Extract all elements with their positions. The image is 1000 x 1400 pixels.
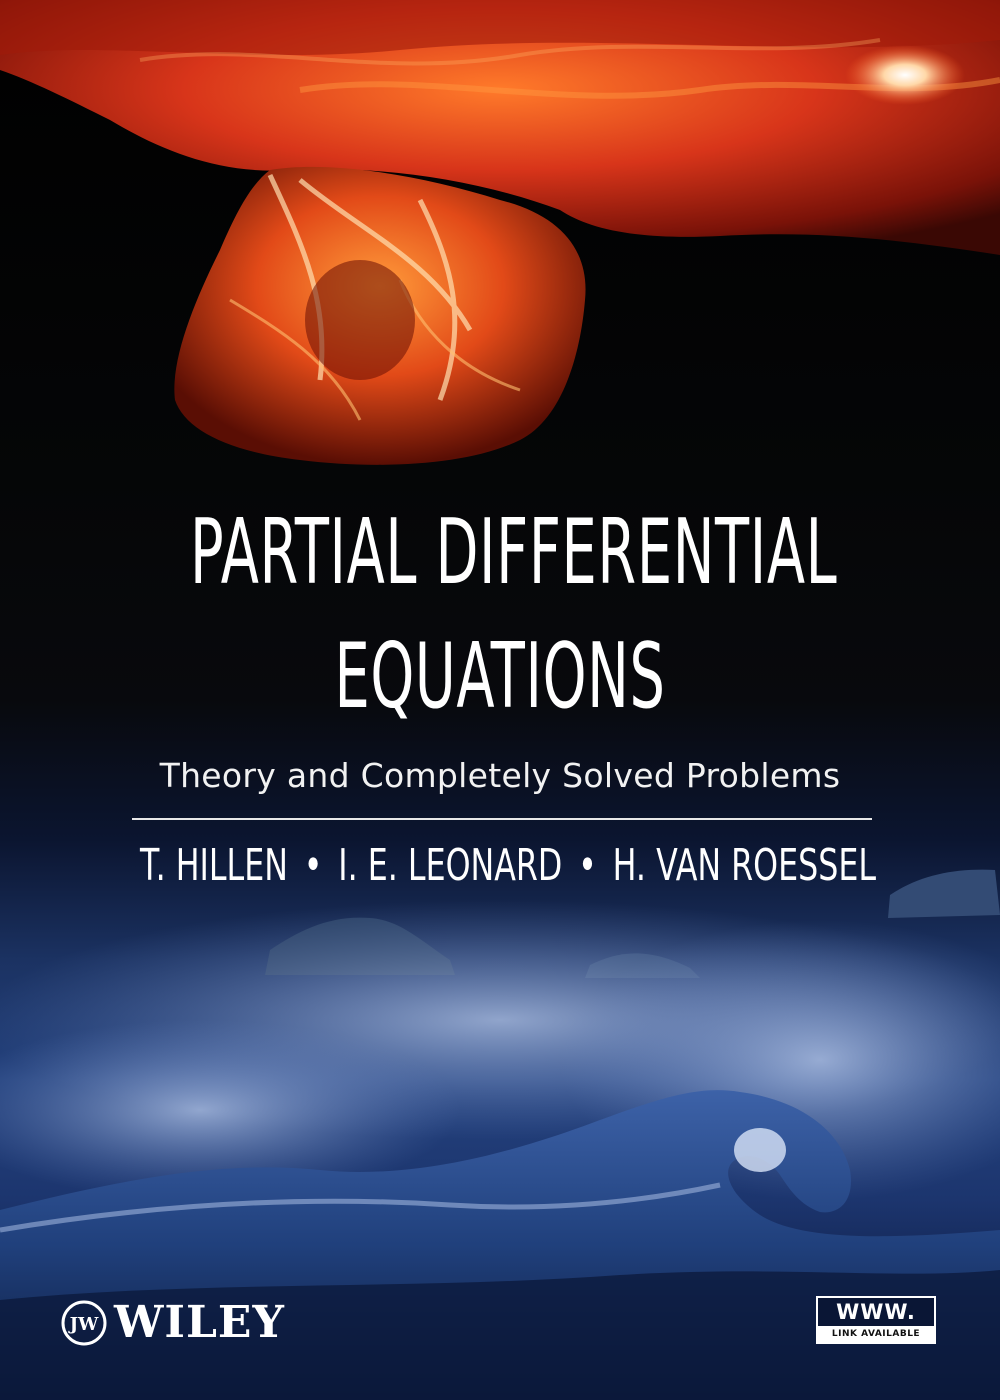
author-separator: • bbox=[303, 840, 323, 891]
book-title-line-1: PARTIAL DIFFERENTIAL bbox=[190, 500, 838, 605]
wiley-seal-icon bbox=[60, 1299, 108, 1347]
author-name: I. E. LEONARD bbox=[338, 840, 563, 891]
author-list bbox=[140, 840, 877, 893]
author-separator: • bbox=[578, 840, 597, 891]
publisher-logo-text: JW bbox=[69, 1314, 99, 1335]
book-title-line-2: EQUATIONS bbox=[334, 624, 666, 729]
author-name: T. HILLEN bbox=[140, 840, 288, 891]
badge-top-text: WWW. bbox=[836, 1300, 916, 1324]
badge-bottom-text: LINK AVAILABLE bbox=[818, 1326, 934, 1342]
publisher-logo bbox=[60, 1298, 285, 1348]
author-name: H. VAN ROESSEL bbox=[612, 840, 877, 891]
www-link-badge-icon bbox=[816, 1296, 936, 1344]
publisher-name: WILEY bbox=[114, 1297, 285, 1348]
title-divider bbox=[132, 818, 872, 820]
book-subtitle: Theory and Completely Solved Problems bbox=[159, 756, 841, 795]
